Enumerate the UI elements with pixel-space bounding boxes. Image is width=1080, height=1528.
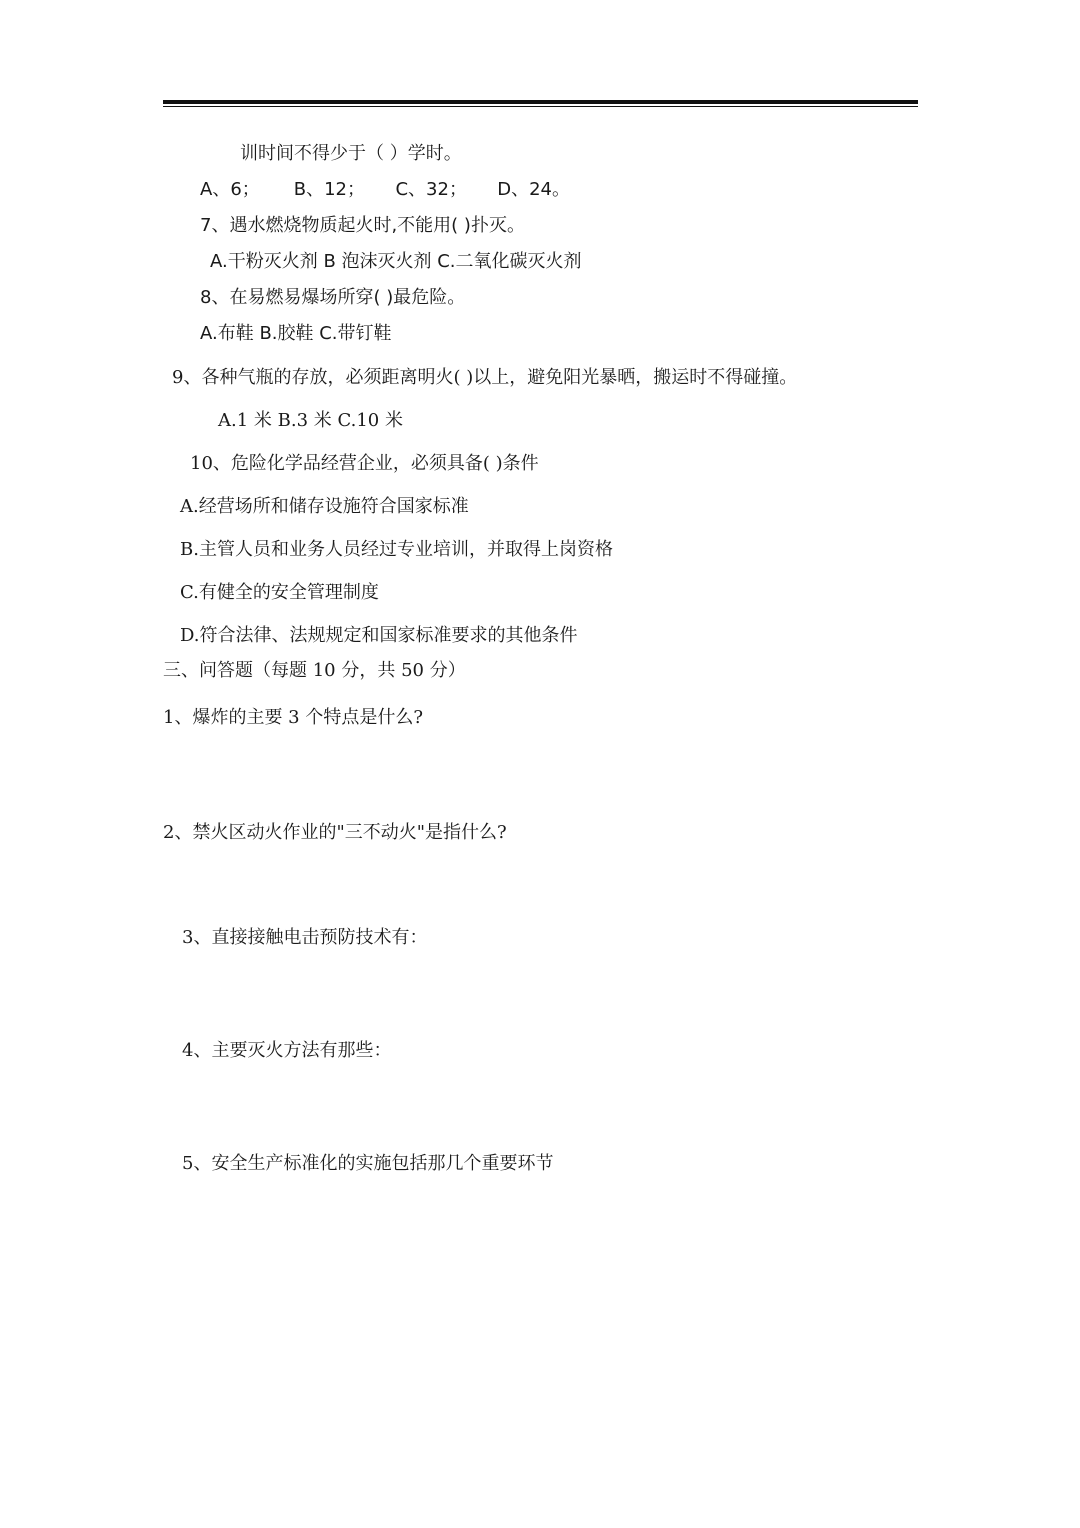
q6-continuation: 训时间不得少于（ ）学时。 (240, 143, 462, 164)
q10-question: 10、危险化学品经营企业，必须具备( )条件 (190, 453, 539, 474)
q10-option-c: C.有健全的安全管理制度 (180, 582, 379, 603)
q8-options: A.布鞋 B.胶鞋 C.带钉鞋 (200, 323, 392, 344)
q10-option-a: A.经营场所和储存设施符合国家标准 (180, 496, 469, 517)
section3-title: 三、问答题（每题 10 分，共 50 分） (163, 660, 466, 681)
q7-question: 7、遇水燃烧物质起火时,不能用( )扑灭。 (200, 215, 525, 236)
header-rule-thick (163, 100, 918, 104)
q9-question: 9、各种气瓶的存放，必须距离明火( )以上，避免阳光暴晒，搬运时不得碰撞。 (172, 367, 798, 388)
section3-question-4: 4、主要灭火方法有那些： (182, 1040, 392, 1061)
header-rule-thin (163, 106, 918, 107)
q6-option-d: D、24。 (497, 179, 570, 200)
section3-question-5: 5、安全生产标准化的实施包括那几个重要环节 (182, 1153, 554, 1174)
section3-question-3: 3、直接接触电击预防技术有： (182, 927, 428, 948)
q6-options (200, 178, 570, 202)
q6-option-a: A、6； (200, 179, 260, 200)
section3-question-1: 1、爆炸的主要 3 个特点是什么? (163, 707, 423, 728)
q6-option-c: C、32； (395, 179, 467, 200)
q6-option-b: B、12； (293, 179, 365, 200)
q8-question: 8、在易燃易爆场所穿( )最危险。 (200, 287, 466, 308)
q10-option-b: B.主管人员和业务人员经过专业培训，并取得上岗资格 (180, 539, 613, 560)
q7-options: A.干粉灭火剂 B 泡沫灭火剂 C.二氧化碳灭火剂 (210, 251, 582, 272)
section3-question-2: 2、禁火区动火作业的"三不动火"是指什么? (163, 822, 507, 843)
q10-option-d: D.符合法律、法规规定和国家标准要求的其他条件 (180, 625, 578, 646)
q9-options: A.1 米 B.3 米 C.10 米 (218, 410, 403, 431)
